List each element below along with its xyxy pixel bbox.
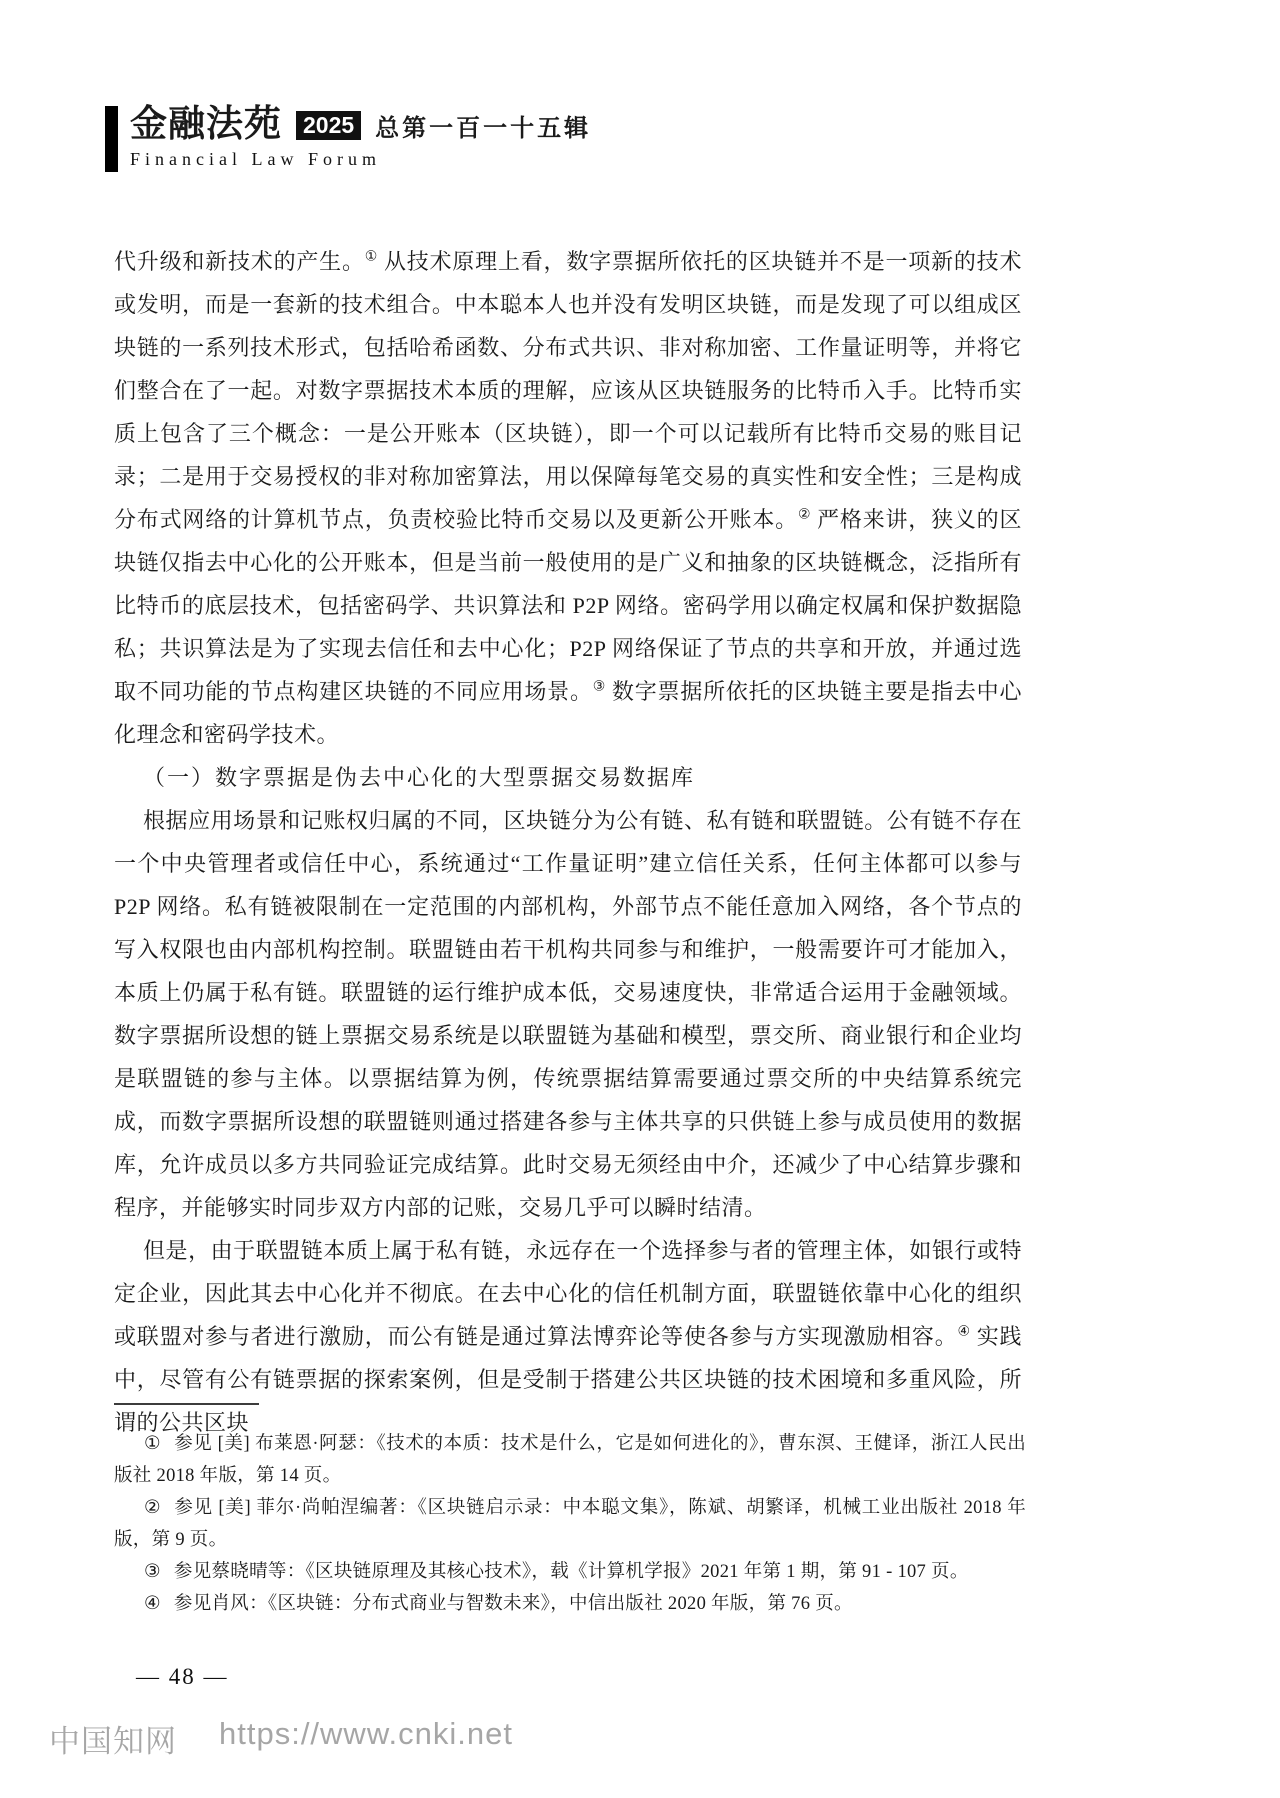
body-paragraph: 代升级和新技术的产生。① 从技术原理上看，数字票据所依托的区块链并不是一项新的技术或发明，而是一套新的技术组合。中本聪本人也并没有发明区块链，而是发现了可以组成区块链的一系列技术形式，包括哈希函数、分布式共识、非对称加密、工作量证明等，并将它们整合在了一起。对数字票据技术本质的理解，应该从区块链服务的比特币入手。比特币实质上包含了三个概念：一是公开账本（区块链），即一个可以记载所有比特币交易的账目记录；二是用于交易授权的非对称加密算法，用以保障每笔交易的真实性和安全性；三是构成分布式网络的计算机节点，负责校验比特币交易以及更新公开账本。② 严格来讲，狭义的区块链仅指去中心化的公开账本，但是当前一般使用的是广义和抽象的区块链概念，泛指所有比特币的底层技术，包括密码学、共识算法和 P2P 网络。密码学用以确定权属和保护数据隐私；共识算法是为了实现去信任和去中心化；P2P 网络保证了节点的共享和开放，并通过选取不同功能的节点构建区块链的不同应用场景。③ 数字票据所依托的区块链主要是指去中心化理念和密码学技术。 [114, 249, 1022, 747]
section-heading: （一）数字票据是伪去中心化的大型票据交易数据库 [143, 765, 696, 790]
watermark-url: https://www.cnki.net [219, 1716, 513, 1751]
footnote-number: ③ [144, 1562, 161, 1582]
footnote: ④ 参见肖风：《区块链：分布式商业与智数未来》，中信出版社 2020 年版，第 76 页。 [144, 1594, 853, 1614]
header-accent-bar [105, 106, 118, 172]
footnote-ref: ④ [957, 1324, 971, 1340]
footnote-ref: ① [364, 249, 378, 265]
cnki-watermark [49, 1716, 513, 1761]
body-paragraph: 但是，由于联盟链本质上属于私有链，永远存在一个选择参与者的管理主体，如银行或特定企业，因此其去中心化并不彻底。在去中心化的信任机制方面，联盟链依靠中心化的组织或联盟对参与者进行激励，而公有链是通过算法博弈论等使各参与方实现激励相容。④ 实践中，尽管有公有链票据的探索案例，但是受制于搭建公共区块链的技术困境和多重风险，所谓的公共区块 [114, 1238, 1022, 1435]
journal-header [105, 106, 591, 172]
footnote-number: ④ [144, 1594, 161, 1614]
body-paragraph: 根据应用场景和记账权归属的不同，区块链分为公有链、私有链和联盟链。公有链不存在一个中央管理者或信任中心，系统通过“工作量证明”建立信任关系，任何主体都可以参与 P2P 网络。私有链被限制在一定范围的内部机构，外部节点不能任意加入网络，各个节点的写入权限也由内部机构控制。联盟链由若干机构共同参与和维护，一般需要许可才能加入，本质上仍属于私有链。联盟链的运行维护成本低，交易速度快，非常适合运用于金融领域。数字票据所设想的链上票据交易系统是以联盟链为基础和模型，票交所、商业银行和企业均是联盟链的参与主体。以票据结算为例，传统票据结算需要通过票交所的中央结算系统完成，而数字票据所设想的联盟链则通过搭建各参与主体共享的只供链上参与成员使用的数据库，允许成员以多方共同验证完成结算。此时交易无须经由中介，还减少了中心结算步骤和程序，并能够实时同步双方内部的记账，交易几乎可以瞬时结清。 [114, 808, 1022, 1220]
issue-number: 总第一百一十五辑 [375, 115, 592, 142]
footnote: ② 参见 [美] 菲尔·尚帕涅编著：《区块链启示录：中本聪文集》，陈斌、胡繁译，机械工业出版社 2018 年版，第 9 页。 [114, 1498, 1026, 1550]
footnote-section [114, 1428, 1026, 1620]
journal-subtitle: Financial Law Forum [130, 149, 381, 169]
footnote-number: ② [144, 1498, 162, 1518]
footnote-ref: ③ [592, 679, 606, 695]
footnote-number: ① [144, 1434, 162, 1454]
watermark-cnki-name: 中国知网 [49, 1724, 177, 1759]
footnote: ① 参见 [美] 布莱恩·阿瑟：《技术的本质：技术是什么，它是如何进化的》，曹东溟、王健译，浙江人民出版社 2018 年版，第 14 页。 [114, 1434, 1026, 1486]
article-body [114, 240, 1022, 1444]
year-badge: 2025 [296, 111, 361, 140]
journal-title: 金融法苑 [130, 104, 282, 145]
footnote-ref: ② [797, 507, 811, 523]
footnote-separator [114, 1403, 259, 1405]
page-number: — 48 — [136, 1664, 229, 1689]
footnote: ③ 参见蔡晓晴等：《区块链原理及其核心技术》，载《计算机学报》2021 年第 1 期，第 91 - 107 页。 [144, 1562, 969, 1582]
